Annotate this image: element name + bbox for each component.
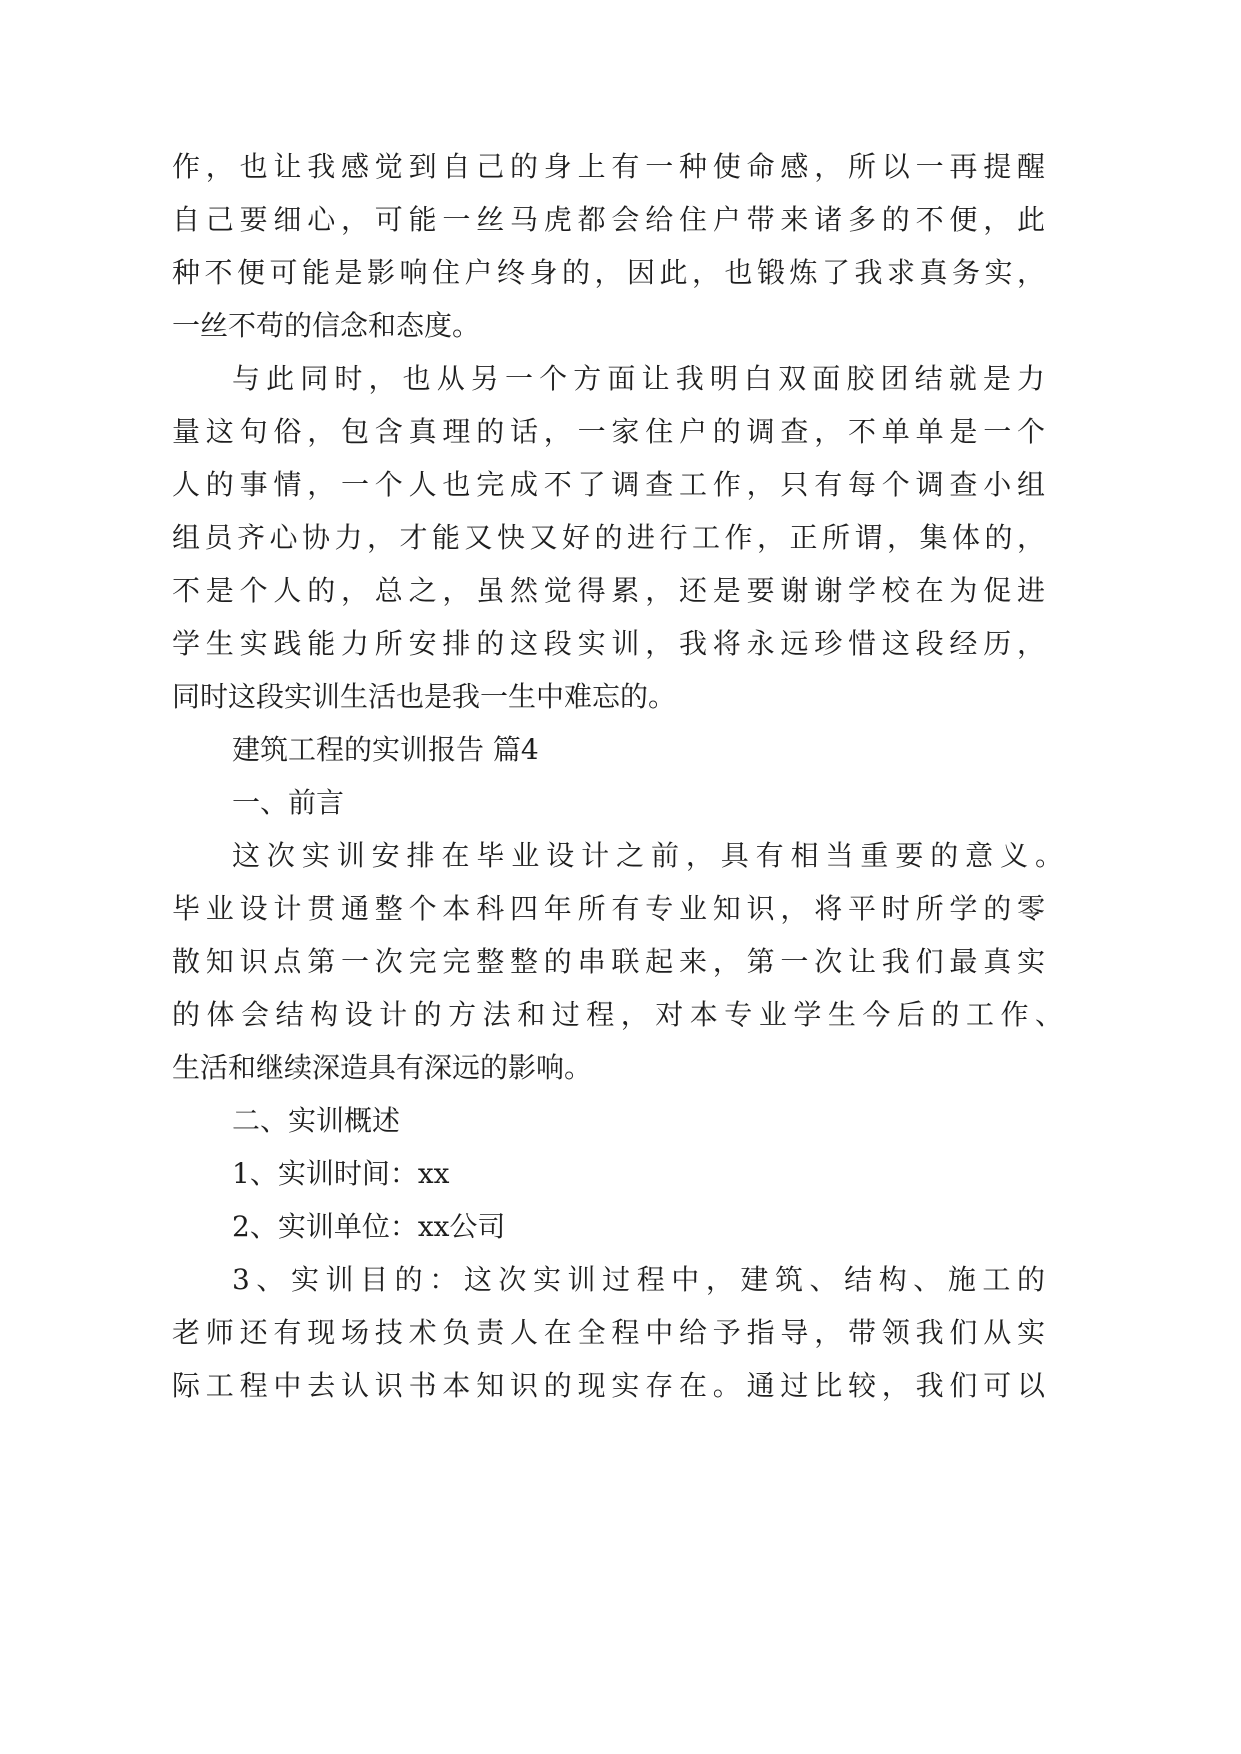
text-line: 种不便可能是影响住户终身的，因此，也锻炼了我求真务实， [172, 256, 1045, 289]
text-line: 毕业设计贯通整个本科四年所有专业知识，将平时所学的零 [172, 892, 1045, 925]
list-item [172, 1253, 1045, 1412]
text-line: 自己要细心，可能一丝马虎都会给住户带来诸多的不便，此 [172, 203, 1045, 236]
text-line: 际工程中去认识书本知识的现实存在。通过比较，我们可以 [172, 1369, 1045, 1402]
list-item [172, 1200, 1045, 1253]
text-line: 生活和继续深造具有深远的影响。 [172, 1051, 593, 1084]
heading-text: 二、实训概述 [232, 1104, 401, 1137]
paragraph [172, 829, 1063, 1094]
heading-text: 一、前言 [232, 786, 345, 819]
text-line: 人的事情，一个人也完成不了调查工作，只有每个调查小组 [172, 468, 1045, 501]
text-line: 老师还有现场技术负责人在全程中给予指导，带领我们从实 [172, 1316, 1045, 1349]
text-line: 同时这段实训生活也是我一生中难忘的。 [172, 680, 677, 713]
text-line: 学生实践能力所安排的这段实训，我将永远珍惜这段经历， [172, 627, 1045, 660]
text-line: 一丝不苟的信念和态度。 [172, 309, 481, 342]
text-line: 作，也让我感觉到自己的身上有一种使命感，所以一再提醒 [172, 150, 1045, 183]
text-line: 与此同时，也从另一个方面让我明白双面胶团结就是力 [232, 362, 1045, 395]
text-line: 这次实训安排在毕业设计之前，具有相当重要的意义。 [232, 839, 1063, 872]
document-body [172, 140, 1063, 1412]
text-line: 3、实训目的：这次实训过程中，建筑、结构、施工的 [232, 1263, 1045, 1296]
text-line: 组员齐心协力，才能又快又好的进行工作，正所谓，集体的， [172, 521, 1045, 554]
paragraph [172, 352, 1045, 723]
text-line: 量这句俗，包含真理的话，一家住户的调查，不单单是一个 [172, 415, 1045, 448]
text-line: 的体会结构设计的方法和过程，对本专业学生今后的工作、 [172, 998, 1063, 1031]
heading-text: 建筑工程的实训报告 篇4 [232, 733, 539, 766]
section-heading [172, 723, 1045, 776]
text-line: 不是个人的，总之，虽然觉得累，还是要谢谢学校在为促进 [172, 574, 1045, 607]
paragraph [172, 140, 1045, 352]
section-heading [172, 1094, 1045, 1147]
list-item [172, 1147, 1045, 1200]
text-line: 散知识点第一次完完整整的串联起来，第一次让我们最真实 [172, 945, 1045, 978]
text-line: 2、实训单位：xx公司 [232, 1210, 506, 1243]
text-line: 1、实训时间：xx [232, 1157, 450, 1190]
section-heading [172, 776, 1045, 829]
